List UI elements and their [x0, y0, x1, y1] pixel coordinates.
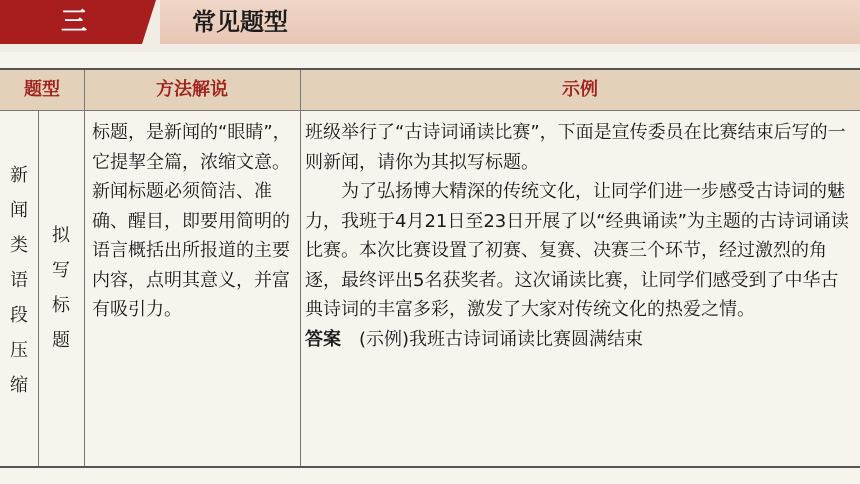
- answer-label: 答案: [305, 328, 341, 350]
- example-cell: [305, 118, 851, 354]
- header-method: 方法解说: [156, 79, 228, 100]
- example-answer-line: [305, 325, 851, 355]
- example-passage: 为了弘扬博大精深的传统文化，让同学们进一步感受古诗词的魅力，我班于4月21日至23日开展了以“经典诵读”为主题的古诗词诵读比赛。本次比赛设置了初赛、复赛、决赛三个环节，经过激烈的角逐，最终评出5名获奖者。这次诵读比赛，让同学们感受到了中华古典诗词的丰富多彩，激发了大家对传统文化的热爱之情。: [305, 181, 849, 320]
- divider-method-example: [300, 70, 301, 466]
- method-paragraph-1: 标题，是新闻的“眼睛”，它提挈全篇，浓缩文意。: [92, 122, 291, 173]
- type-main-label: 新闻类语段压缩: [10, 165, 28, 396]
- table-header-row: [0, 70, 860, 111]
- method-paragraph-2: 新闻标题必须简洁、准确、醒目，即要用简明的语言概括出所报道的主要内容，点明其意义，并富有吸引力。: [92, 181, 290, 320]
- header-example: 示例: [562, 79, 598, 100]
- page-title: 常见题型: [192, 8, 288, 36]
- section-number: 三: [60, 7, 87, 37]
- method-cell: [92, 118, 294, 325]
- divider-type-method: [84, 70, 85, 466]
- example-prompt: 班级举行了“古诗词诵读比赛”，下面是宣传委员在比赛结束后写的一则新闻，请你为其拟写标题。: [305, 122, 846, 173]
- type-sub-label: 拟写标题: [52, 225, 70, 351]
- header-type: 题型: [24, 79, 60, 100]
- answer-text: (示例)我班古诗词诵读比赛圆满结束: [359, 328, 644, 350]
- question-type-table: [0, 68, 860, 468]
- divider-type-sub: [38, 110, 39, 466]
